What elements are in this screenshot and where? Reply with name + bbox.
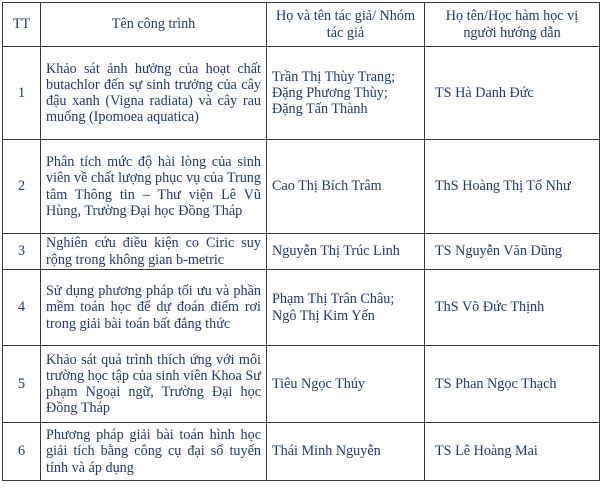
row-author: Thái Minh Nguyễn [267, 423, 425, 481]
table-row [3, 270, 600, 346]
table-row [3, 346, 600, 423]
row-project: Khảo sát ảnh hưởng của hoạt chất butachlor đến sự sinh trưởng của cây đậu xanh (Vigna radiata) và cây rau muống (Ipomoea aquatica) [41, 47, 267, 140]
row-author: Phạm Thị Trân Châu; Ngô Thị Kim Yến [267, 270, 425, 346]
table-row [3, 47, 600, 140]
row-tt: 3 [3, 234, 41, 270]
row-advisor: ThS Hoàng Thị Tố Như [425, 140, 600, 234]
row-tt: 4 [3, 270, 41, 346]
table-header-row [3, 3, 600, 47]
row-author: Nguyễn Thị Trúc Linh [267, 234, 425, 270]
table-row [3, 140, 600, 234]
row-project: Phương pháp giải bài toán hình học giải tích bằng công cụ đại số tuyến tính và áp dụng [41, 423, 267, 481]
row-author: Cao Thị Bích Trâm [267, 140, 425, 234]
row-author: Tiêu Ngọc Thúy [267, 346, 425, 423]
row-project: Nghiên cứu điều kiện co Ciric suy rộng trong không gian b-metric [41, 234, 267, 270]
research-projects-table [2, 2, 600, 481]
row-tt: 6 [3, 423, 41, 481]
table-row [3, 423, 600, 481]
row-advisor: ThS Võ Đức Thịnh [425, 270, 600, 346]
row-project: Khảo sát quá trình thích ứng với môi trường học tập của sinh viên Khoa Sư phạm Ngoại ngữ, Trường Đại học Đồng Tháp [41, 346, 267, 423]
row-tt: 1 [3, 47, 41, 140]
row-project: Sử dụng phương pháp tối ưu và phần mềm toán học để dự đoán điểm rơi trong giải bài toán bất đẳng thức [41, 270, 267, 346]
header-advisor: Họ tên/Học hàm học vị người hướng dẫn [425, 3, 600, 47]
row-advisor: TS Nguyễn Văn Dũng [425, 234, 600, 270]
row-tt: 5 [3, 346, 41, 423]
header-project: Tên công trình [41, 3, 267, 47]
row-advisor: TS Phan Ngọc Thạch [425, 346, 600, 423]
row-advisor: TS Lê Hoàng Mai [425, 423, 600, 481]
row-project: Phân tích mức độ hài lòng của sinh viên về chất lượng phục vụ của Trung tâm Thông tin – Thư viện Lê Vũ Hùng, Trường Đại học Đồng Tháp [41, 140, 267, 234]
table-row [3, 234, 600, 270]
row-tt: 2 [3, 140, 41, 234]
research-table-container [2, 2, 600, 481]
row-advisor: TS Hà Danh Đức [425, 47, 600, 140]
header-tt: TT [3, 3, 41, 47]
row-author: Trần Thị Thùy Trang; Đặng Phương Thùy; Đặng Tấn Thành [267, 47, 425, 140]
header-author: Họ và tên tác giả/ Nhóm tác giả [267, 3, 425, 47]
